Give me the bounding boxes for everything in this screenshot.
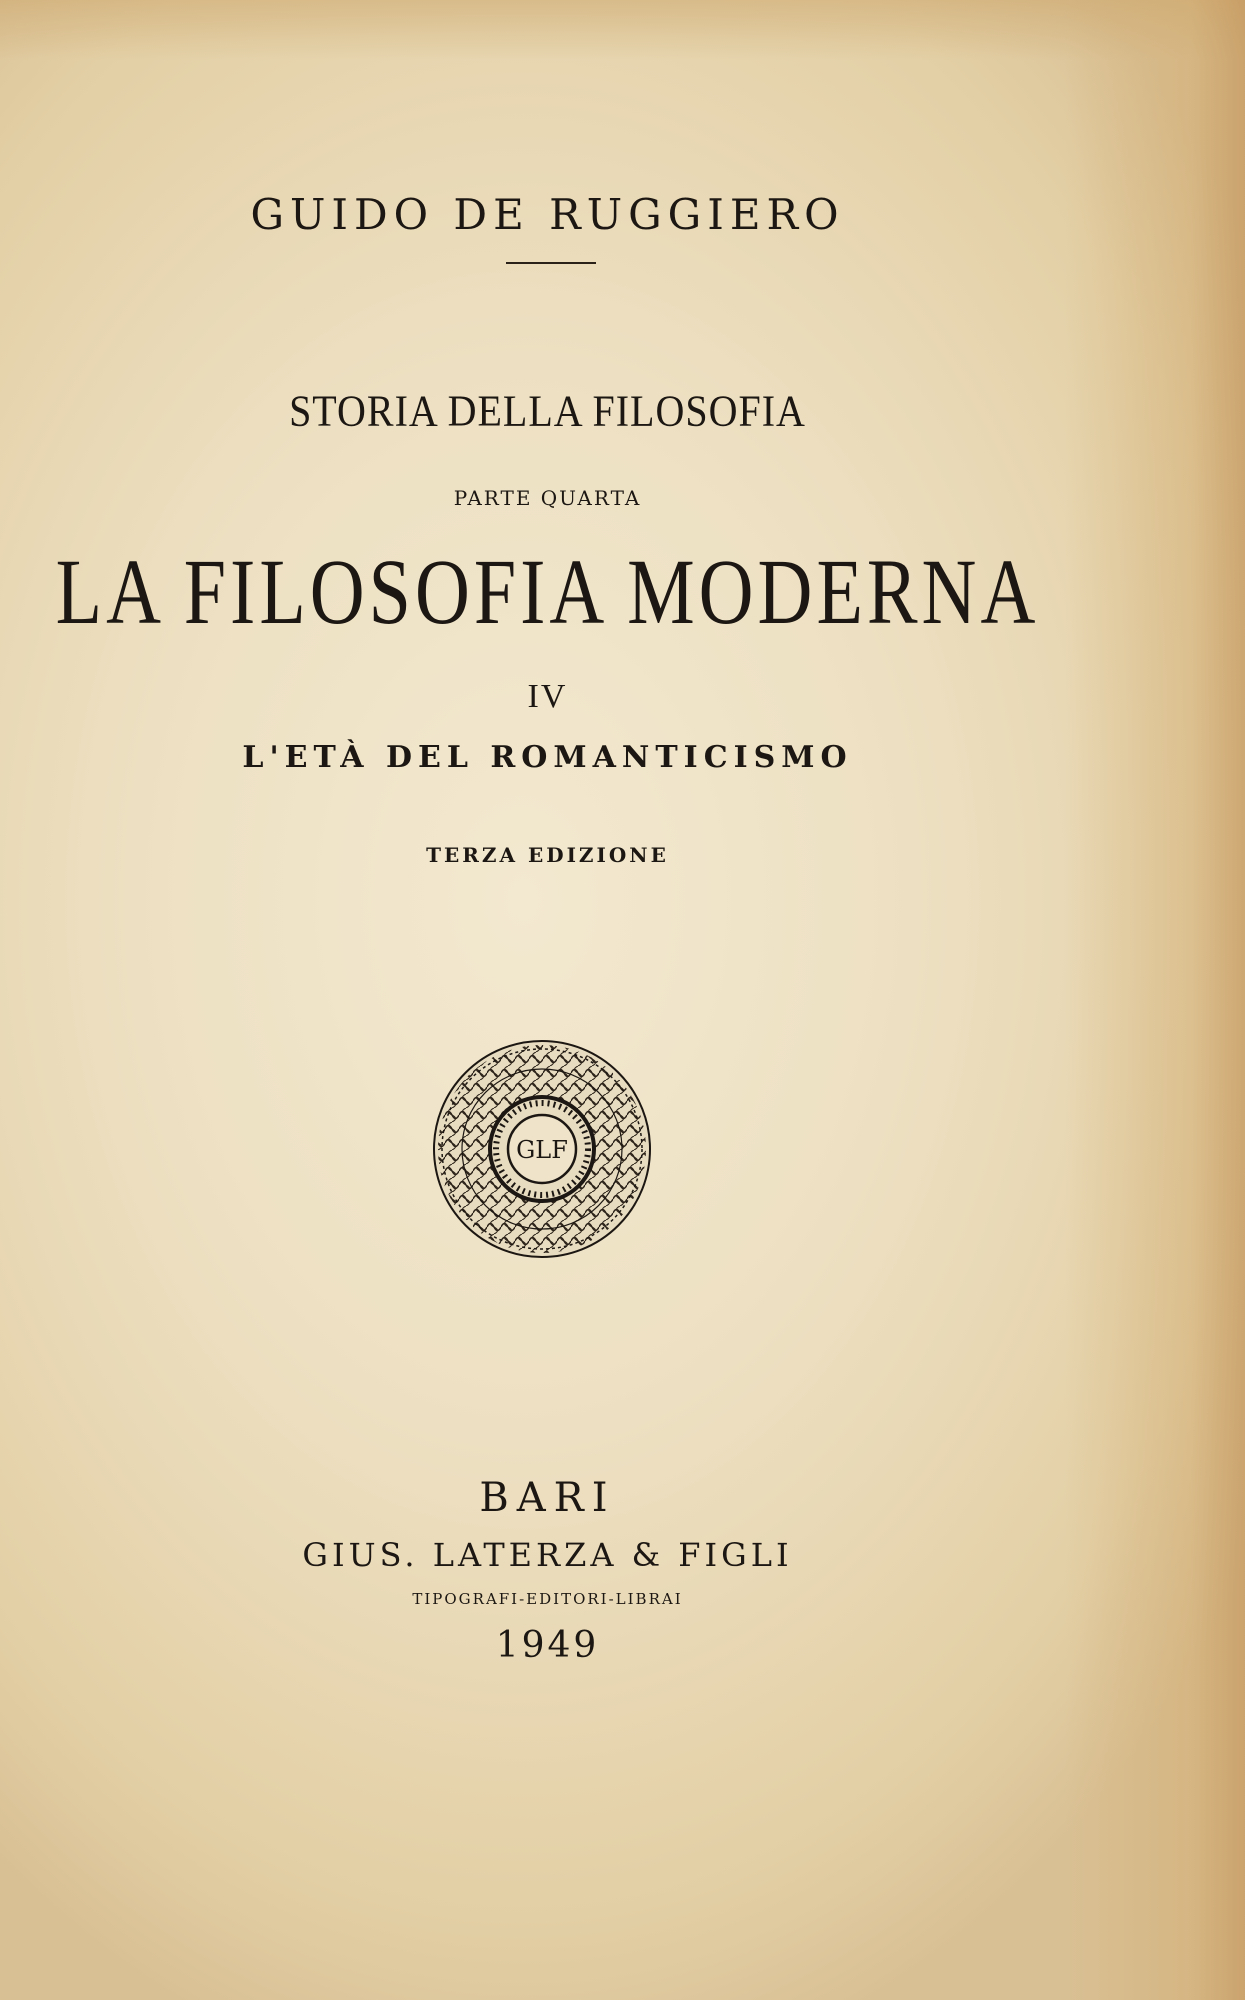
author-divider xyxy=(506,262,596,264)
imprint-publisher: GIUS. LATERZA & FIGLI xyxy=(302,1536,793,1574)
emblem-monogram: GLF xyxy=(516,1136,568,1164)
series-title: STORIA DELLA FILOSOFIA xyxy=(289,385,806,436)
publisher-emblem-icon xyxy=(431,1038,653,1260)
imprint-city: BARI xyxy=(479,1475,616,1521)
volume-subtitle: L'ETÀ DEL ROMANTICISMO xyxy=(242,740,853,775)
main-title: LA FILOSOFIA MODERNA xyxy=(55,541,1040,644)
imprint-year: 1949 xyxy=(495,1625,600,1666)
imprint-trades: TIPOGRAFI-EDITORI-LIBRAI xyxy=(412,1590,683,1608)
volume-number: IV xyxy=(527,678,568,715)
author-name: GUIDO DE RUGGIERO xyxy=(250,190,845,239)
edition-label: TERZA EDIZIONE xyxy=(426,843,669,867)
part-label: PARTE QUARTA xyxy=(453,486,642,510)
